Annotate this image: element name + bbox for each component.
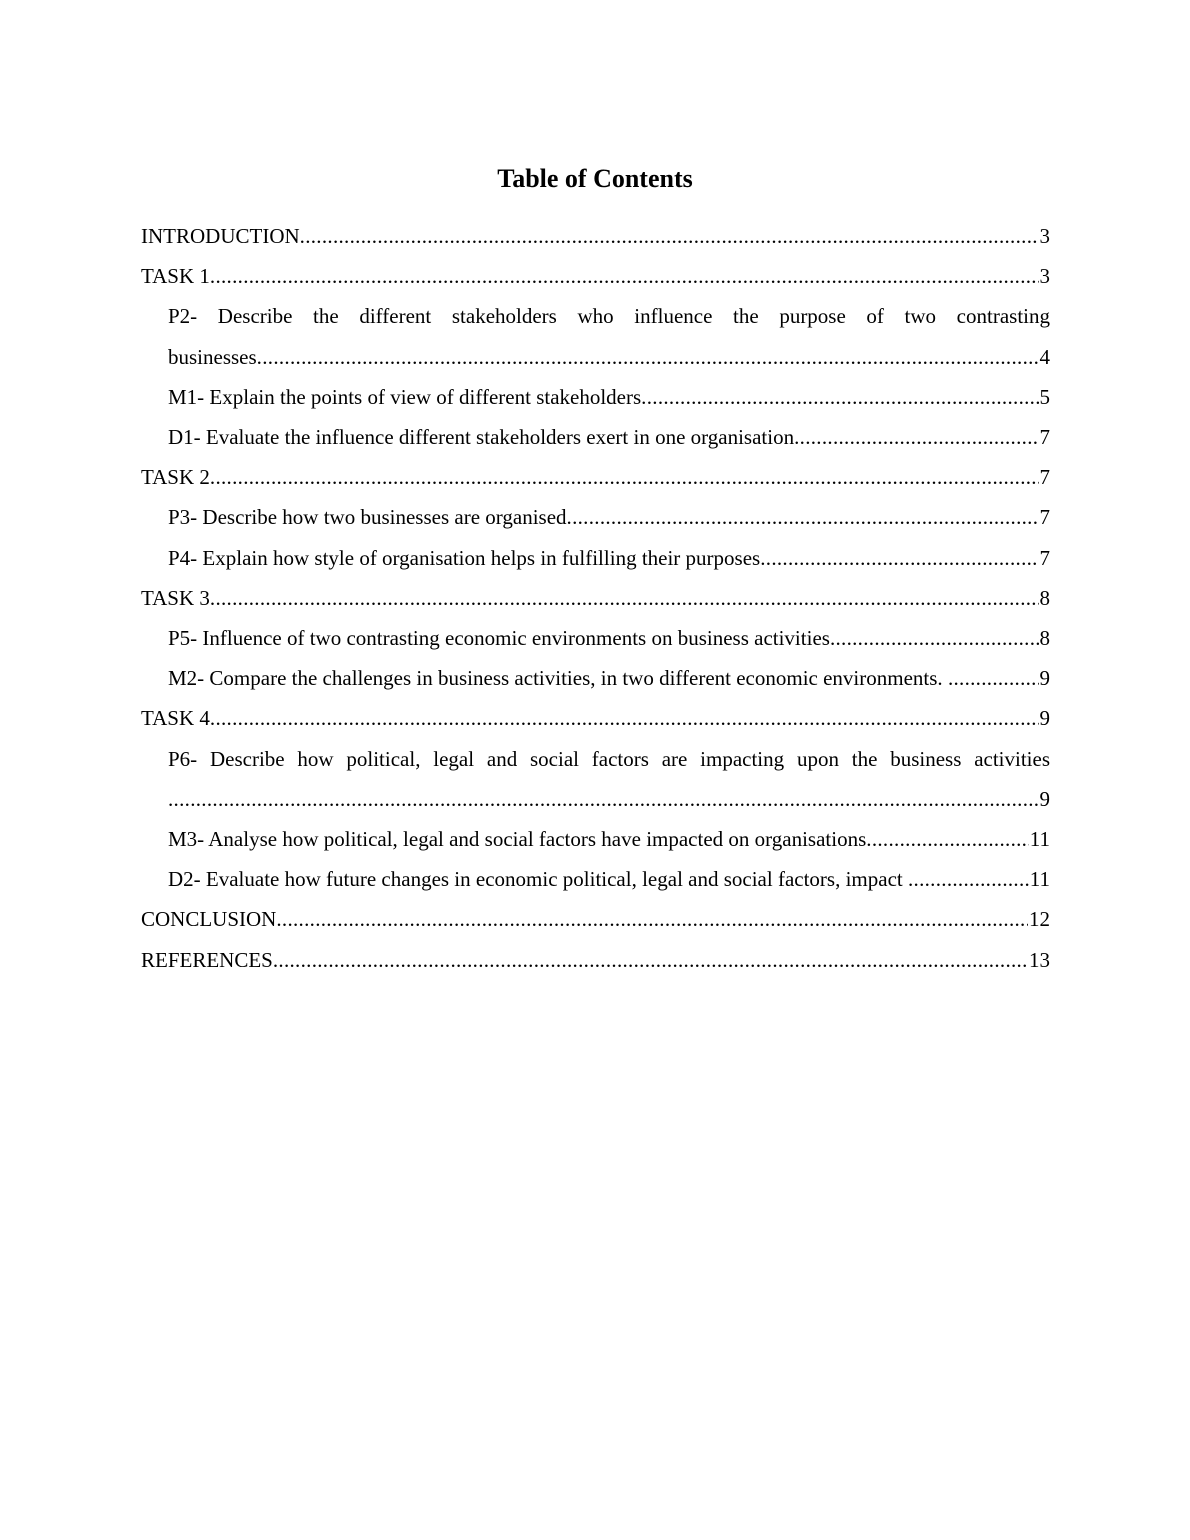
toc-entry-page: 11	[1029, 827, 1050, 852]
toc-entry-p5[interactable]	[141, 618, 1050, 658]
toc-entry-text: M1- Explain the points of view of different stakeholders	[168, 384, 642, 409]
toc-entry-text: P3- Describe how two businesses are organised	[168, 505, 567, 530]
toc-list	[141, 216, 1050, 980]
toc-entry-page: 9	[1039, 706, 1050, 731]
dot-leader	[257, 337, 1039, 377]
dot-leader	[210, 457, 1039, 497]
toc-entry-text: P4- Explain how style of organisation helps in fulfilling their purposes	[168, 545, 761, 570]
toc-entry-text: D1- Evaluate the influence different stakeholders exert in one organisation	[168, 425, 795, 450]
toc-entry-page: 11	[1029, 867, 1050, 892]
toc-entry-text-line1: P2- Describe the different stakeholders who influence the purpose of two contrasting	[168, 304, 1050, 329]
dot-leader	[273, 940, 1028, 980]
toc-entry-text: TASK 2	[141, 465, 210, 490]
dot-leader	[948, 658, 1039, 698]
toc-entry-text: TASK 4	[141, 706, 210, 731]
toc-entry-m1[interactable]	[141, 377, 1050, 417]
toc-entry-d1[interactable]	[141, 417, 1050, 457]
dot-leader	[866, 819, 1029, 859]
toc-entry-page: 7	[1039, 545, 1050, 570]
dot-leader	[641, 377, 1038, 417]
toc-title: Table of Contents	[497, 164, 693, 193]
toc-entry-page: 7	[1039, 465, 1050, 490]
toc-entry-text: M3- Analyse how political, legal and social factors have impacted on organisations	[168, 827, 867, 852]
toc-entry-page: 5	[1039, 384, 1050, 409]
dot-leader	[276, 899, 1028, 939]
toc-entry-task-1[interactable]	[141, 256, 1050, 296]
toc-entry-text: TASK 1	[141, 264, 210, 289]
dot-leader	[908, 859, 1029, 899]
dot-leader	[210, 256, 1039, 296]
toc-entry-text: M2- Compare the challenges in business activities, in two different economic environments.	[168, 666, 948, 691]
dot-leader	[830, 618, 1039, 658]
toc-entry-task-3[interactable]	[141, 578, 1050, 618]
toc-entry-text-line1: P6- Describe how political, legal and social factors are impacting upon the business activities	[168, 746, 1050, 771]
toc-entry-page: 3	[1039, 224, 1050, 248]
toc-entry-conclusion[interactable]	[141, 899, 1050, 939]
toc-entry-page: 8	[1039, 626, 1050, 651]
toc-entry-task-4[interactable]	[141, 698, 1050, 738]
dot-leader	[760, 538, 1038, 578]
toc-entry-page: 9	[1039, 666, 1050, 691]
toc-entry-text: D2- Evaluate how future changes in economic political, legal and social factors, impact	[168, 867, 908, 892]
toc-entry-text: INTRODUCTION	[141, 224, 300, 248]
toc-entry-references[interactable]	[141, 940, 1050, 980]
toc-entry-text-line2: businesses	[168, 344, 257, 369]
toc-entry-m2[interactable]	[141, 658, 1050, 698]
toc-entry-introduction[interactable]	[141, 216, 1050, 256]
dot-leader	[567, 497, 1039, 537]
toc-entry-page: 13	[1029, 947, 1050, 972]
dot-leader	[300, 216, 1039, 256]
toc-entry-task-2[interactable]	[141, 457, 1050, 497]
toc-entry-p2[interactable]	[141, 296, 1050, 376]
dot-leader	[794, 417, 1038, 457]
dot-leader	[210, 578, 1039, 618]
toc-entry-p4[interactable]	[141, 538, 1050, 578]
toc-entry-p3[interactable]	[141, 497, 1050, 537]
toc-entry-m3[interactable]	[141, 819, 1050, 859]
toc-entry-text: CONCLUSION	[141, 907, 277, 932]
toc-entry-page: 9	[1039, 786, 1050, 811]
dot-leader	[168, 779, 1039, 819]
toc-entry-page: 12	[1029, 907, 1050, 932]
toc-entry-p6[interactable]	[141, 739, 1050, 819]
toc-entry-page: 7	[1039, 505, 1050, 530]
toc-entry-text: P5- Influence of two contrasting economic environments on business activities	[168, 626, 830, 651]
toc-entry-page: 3	[1039, 264, 1050, 289]
dot-leader	[210, 698, 1039, 738]
toc-entry-text: TASK 3	[141, 585, 210, 610]
toc-entry-page: 4	[1039, 344, 1050, 369]
toc-entry-page: 7	[1039, 425, 1050, 450]
toc-entry-text: REFERENCES	[141, 947, 273, 972]
toc-entry-page: 8	[1039, 585, 1050, 610]
toc-entry-d2[interactable]	[141, 859, 1050, 899]
